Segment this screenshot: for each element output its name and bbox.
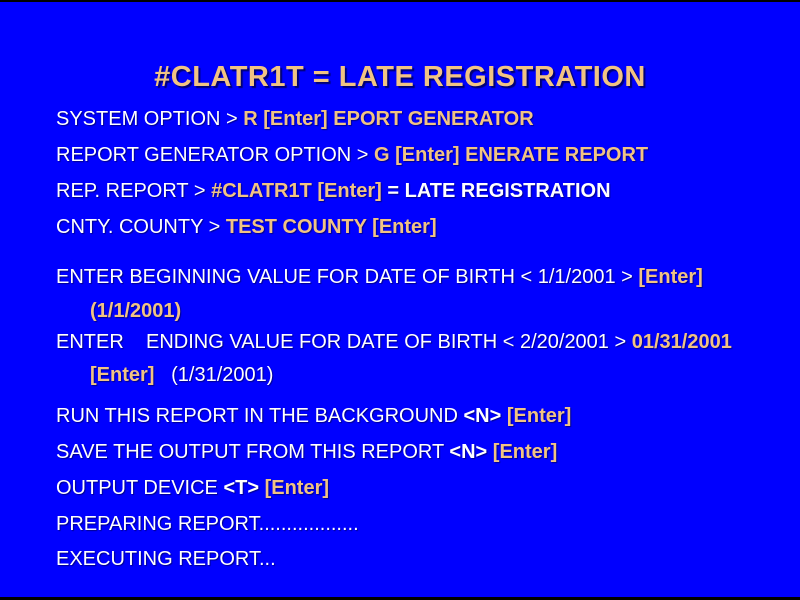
- line-ending-value: [56, 331, 732, 354]
- page-title: #CLATR1T = LATE REGISTRATION: [154, 61, 646, 94]
- text-segment: R [Enter] EPORT GENERATOR: [243, 108, 534, 130]
- text-segment: (1/1/2001): [90, 300, 182, 322]
- text-segment: REP. REPORT >: [56, 180, 212, 202]
- line-beginning-value: [56, 266, 703, 289]
- top-edge-bar: [0, 0, 800, 2]
- text-segment: ENTER BEGINNING VALUE FOR DATE OF BIRTH < 1/1/2001 >: [56, 266, 639, 288]
- text-segment: CNTY. COUNTY >: [56, 216, 226, 238]
- text-segment: [Enter]: [506, 405, 572, 427]
- text-segment: <N>: [449, 441, 488, 463]
- line-output-device: [56, 477, 329, 500]
- text-segment: SYSTEM OPTION >: [56, 108, 244, 130]
- text-segment: [Enter]: [264, 477, 330, 499]
- line-executing-report: [56, 548, 276, 571]
- text-segment: G [Enter] ENERATE REPORT: [374, 144, 649, 166]
- line-ending-value-echo: [90, 364, 273, 387]
- line-rep-report: [56, 180, 611, 203]
- text-segment: [Enter]: [638, 266, 703, 288]
- text-segment: EXECUTING REPORT...: [56, 548, 276, 570]
- text-segment: RUN THIS REPORT IN THE BACKGROUND: [56, 405, 464, 427]
- text-segment: (1/31/2001): [154, 364, 274, 386]
- line-report-generator-option: [56, 144, 648, 167]
- text-segment: TEST COUNTY [Enter]: [225, 216, 437, 238]
- line-county: [56, 216, 437, 239]
- line-beginning-value-echo: [90, 300, 181, 323]
- text-segment: SAVE THE OUTPUT FROM THIS REPORT: [56, 441, 450, 463]
- text-segment: ENTER ENDING VALUE FOR DATE OF BIRTH < 2/20/2001 >: [56, 331, 632, 353]
- line-save-output: [56, 441, 557, 464]
- text-segment: #CLATR1T [Enter]: [211, 180, 382, 202]
- text-segment: REPORT GENERATOR OPTION >: [56, 144, 375, 166]
- text-segment: 01/31/2001: [631, 331, 732, 353]
- line-run-background: [56, 405, 571, 428]
- text-segment: = LATE REGISTRATION: [381, 180, 611, 202]
- text-segment: PREPARING REPORT..................: [56, 513, 359, 535]
- line-preparing-report: [56, 513, 359, 536]
- line-system-option: [56, 108, 534, 131]
- text-segment: <N>: [463, 405, 502, 427]
- text-segment: OUTPUT DEVICE: [56, 477, 224, 499]
- text-segment: [Enter]: [492, 441, 558, 463]
- text-segment: <T>: [223, 477, 260, 499]
- text-segment: [Enter]: [90, 364, 155, 386]
